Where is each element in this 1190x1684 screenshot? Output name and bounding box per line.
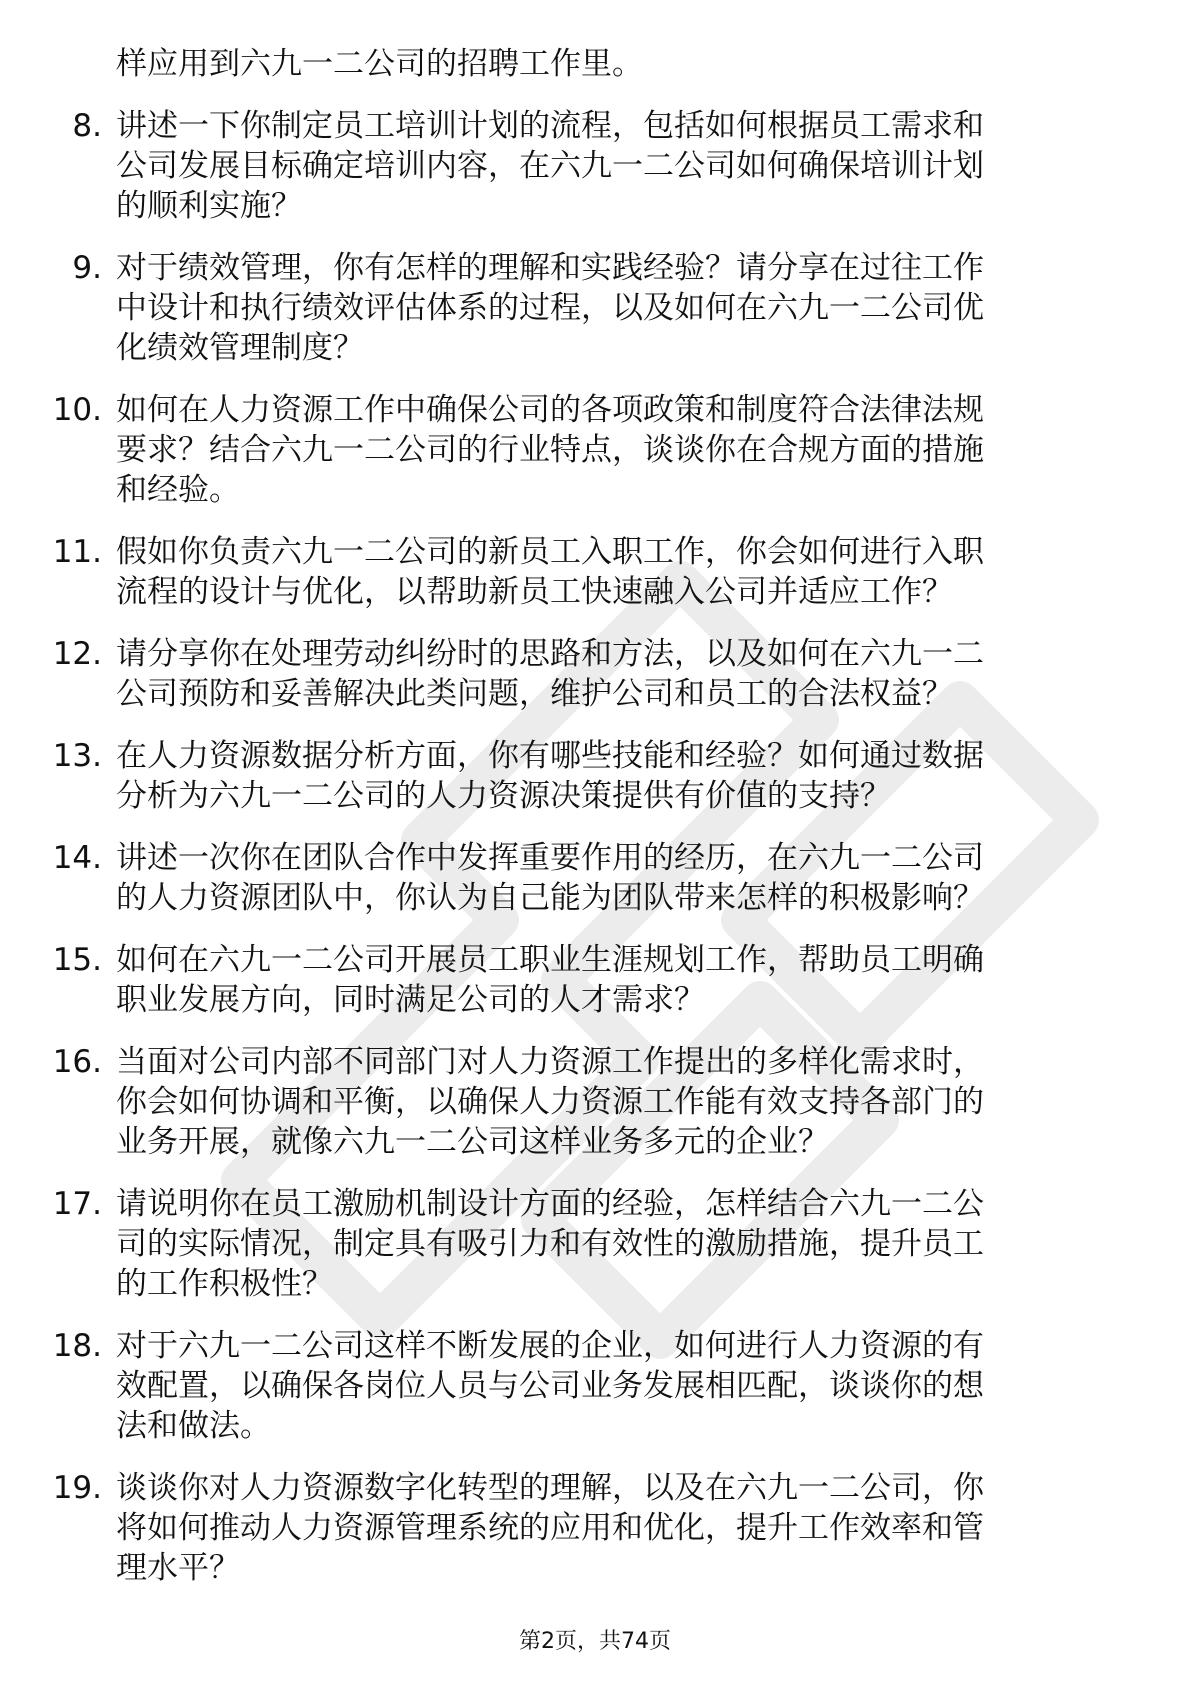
question-text <box>116 1042 1026 1162</box>
question-item <box>0 532 1190 612</box>
question-text-line: 如何在六九一二公司开展员工职业生涯规划工作，帮助员工明确 <box>116 942 984 978</box>
question-text <box>116 736 1026 816</box>
question-text <box>116 1184 1026 1304</box>
question-text <box>116 838 1026 918</box>
question-item <box>0 634 1190 714</box>
question-text-line: 理水平？ <box>116 1550 240 1586</box>
question-text-line: 法和做法。 <box>116 1408 271 1444</box>
question-item <box>0 390 1190 510</box>
question-text <box>116 1468 1026 1588</box>
question-text-line: 请说明你在员工激励机制设计方面的经验，怎样结合六九一二公 <box>116 1186 984 1222</box>
question-text-line: 公司预防和妥善解决此类问题，维护公司和员工的合法权益？ <box>116 676 953 712</box>
question-text-line: 假如你负责六九一二公司的新员工入职工作，你会如何进行入职 <box>116 534 984 570</box>
question-text-line: 分析为六九一二公司的人力资源决策提供有价值的支持？ <box>116 778 891 814</box>
question-text-line: 请分享你在处理劳动纠纷时的思路和方法，以及如何在六九一二 <box>116 636 984 672</box>
question-text-line: 的人力资源团队中，你认为自己能为团队带来怎样的积极影响？ <box>116 880 984 916</box>
question-text <box>116 940 1026 1020</box>
question-text-line: 和经验。 <box>116 472 240 508</box>
question-text-line: 公司发展目标确定培训内容，在六九一二公司如何确保培训计划 <box>116 148 984 184</box>
question-text-line: 业务开展，就像六九一二公司这样业务多元的企业？ <box>116 1124 829 1160</box>
question-text <box>116 1326 1026 1446</box>
question-list <box>0 44 1190 1588</box>
question-item <box>0 1184 1190 1304</box>
question-text <box>116 634 1026 714</box>
question-text-line: 中设计和执行绩效评估体系的过程，以及如何在六九一二公司优 <box>116 290 984 326</box>
question-text-line: 司的实际情况，制定具有吸引力和有效性的激励措施，提升员工 <box>116 1226 984 1262</box>
question-text-line: 讲述一次你在团队合作中发挥重要作用的经历，在六九一二公司 <box>116 840 984 876</box>
page-number-footer: 第2页，共74页 <box>519 1629 671 1654</box>
question-text-line: 的工作积极性？ <box>116 1266 333 1302</box>
question-number: 19. <box>52 1470 102 1506</box>
question-text-line: 的顺利实施？ <box>116 188 302 224</box>
question-text-line: 要求？结合六九一二公司的行业特点，谈谈你在合规方面的措施 <box>116 432 984 468</box>
question-text-line: 你会如何协调和平衡，以确保人力资源工作能有效支持各部门的 <box>116 1084 984 1120</box>
question-number: 15. <box>52 942 102 978</box>
question-text <box>116 106 1026 226</box>
question-item <box>0 1468 1190 1588</box>
question-item <box>0 1042 1190 1162</box>
question-number: 18. <box>52 1328 102 1364</box>
question-text-line: 将如何推动人力资源管理系统的应用和优化，提升工作效率和管 <box>116 1510 984 1546</box>
question-number: 8. <box>72 108 102 144</box>
question-text-line: 对于六九一二公司这样不断发展的企业，如何进行人力资源的有 <box>116 1328 984 1364</box>
question-number: 12. <box>52 636 102 672</box>
question-text <box>116 390 1026 510</box>
question-item <box>0 248 1190 368</box>
question-number: 10. <box>52 392 102 428</box>
question-text-line: 在人力资源数据分析方面，你有哪些技能和经验？如何通过数据 <box>116 738 984 774</box>
question-number: 16. <box>52 1044 102 1080</box>
question-number: 17. <box>52 1186 102 1222</box>
question-text-line: 职业发展方向，同时满足公司的人才需求？ <box>116 982 705 1018</box>
question-text-line: 当面对公司内部不同部门对人力资源工作提出的多样化需求时， <box>116 1044 984 1080</box>
question-text-line: 效配置，以确保各岗位人员与公司业务发展相匹配，谈谈你的想 <box>116 1368 984 1404</box>
question-number: 14. <box>52 840 102 876</box>
question-item <box>0 940 1190 1020</box>
question-item <box>0 106 1190 226</box>
question-number: 13. <box>52 738 102 774</box>
continued-text: 样应用到六九一二公司的招聘工作里。 <box>116 46 643 82</box>
question-text <box>116 532 1026 612</box>
question-item <box>0 838 1190 918</box>
question-text-line: 对于绩效管理，你有怎样的理解和实践经验？请分享在过往工作 <box>116 250 984 286</box>
question-text-line: 讲述一下你制定员工培训计划的流程，包括如何根据员工需求和 <box>116 108 984 144</box>
question-text-line: 如何在人力资源工作中确保公司的各项政策和制度符合法律法规 <box>116 392 984 428</box>
question-text-line: 谈谈你对人力资源数字化转型的理解，以及在六九一二公司，你 <box>116 1470 984 1506</box>
question-text-line: 流程的设计与优化，以帮助新员工快速融入公司并适应工作？ <box>116 574 953 610</box>
question-text <box>116 248 1026 368</box>
question-text-line: 化绩效管理制度？ <box>116 330 364 366</box>
question-number: 11. <box>52 534 102 570</box>
question-item <box>0 736 1190 816</box>
question-number: 9. <box>72 250 102 286</box>
question-item <box>0 1326 1190 1446</box>
